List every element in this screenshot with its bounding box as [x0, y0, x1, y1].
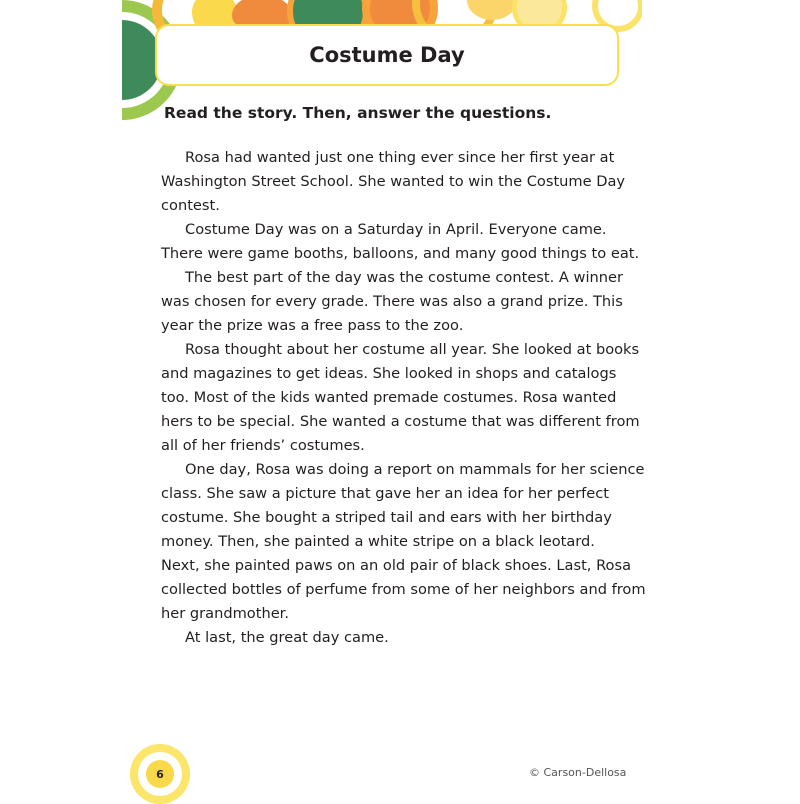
story-line: Next, she painted paws on an old pair of black shoes. Last, Rosa	[161, 557, 632, 574]
story-line: One day, Rosa was doing a report on mammals for her science	[185, 461, 645, 478]
story-line: Costume Day was on a Saturday in April. Everyone came.	[185, 221, 607, 238]
story-line: was chosen for every grade. There was also a grand prize. This	[161, 293, 623, 310]
story-line: too. Most of the kids wanted premade costumes. Rosa wanted	[161, 389, 617, 406]
page-number-badge	[130, 744, 190, 804]
story-line: year the prize was a free pass to the zoo.	[161, 317, 464, 334]
instructions: Read the story. Then, answer the questions.	[164, 104, 552, 122]
story-text	[161, 146, 646, 650]
story-line: her grandmother.	[161, 605, 289, 622]
story-line: Rosa had wanted just one thing ever since her first year at	[185, 149, 615, 166]
story-line: hers to be special. She wanted a costume that was different from	[161, 413, 640, 430]
story-line: Rosa thought about her costume all year. She looked at books	[185, 341, 640, 358]
page-number: 6	[146, 760, 174, 788]
copyright: © Carson-Dellosa	[529, 766, 627, 779]
story-line: Washington Street School. She wanted to win the Costume Day	[161, 173, 626, 190]
story-line: and magazines to get ideas. She looked in shops and catalogs	[161, 365, 617, 382]
story-line: all of her friends’ costumes.	[161, 437, 365, 454]
story-line: At last, the great day came.	[185, 629, 389, 646]
story-line: money. Then, she painted a white stripe on a black leotard.	[161, 533, 595, 550]
story-line: collected bottles of perfume from some of her neighbors and from	[161, 581, 646, 598]
story-line: There were game booths, balloons, and many good things to eat.	[161, 245, 640, 262]
page-title: Costume Day	[309, 43, 465, 67]
story-line: class. She saw a picture that gave her an idea for her perfect	[161, 485, 609, 502]
title-banner	[155, 24, 619, 86]
story-line: costume. She bought a striped tail and ears with her birthday	[161, 509, 612, 526]
story-line: The best part of the day was the costume contest. A winner	[185, 269, 623, 286]
story-line: contest.	[161, 197, 220, 214]
